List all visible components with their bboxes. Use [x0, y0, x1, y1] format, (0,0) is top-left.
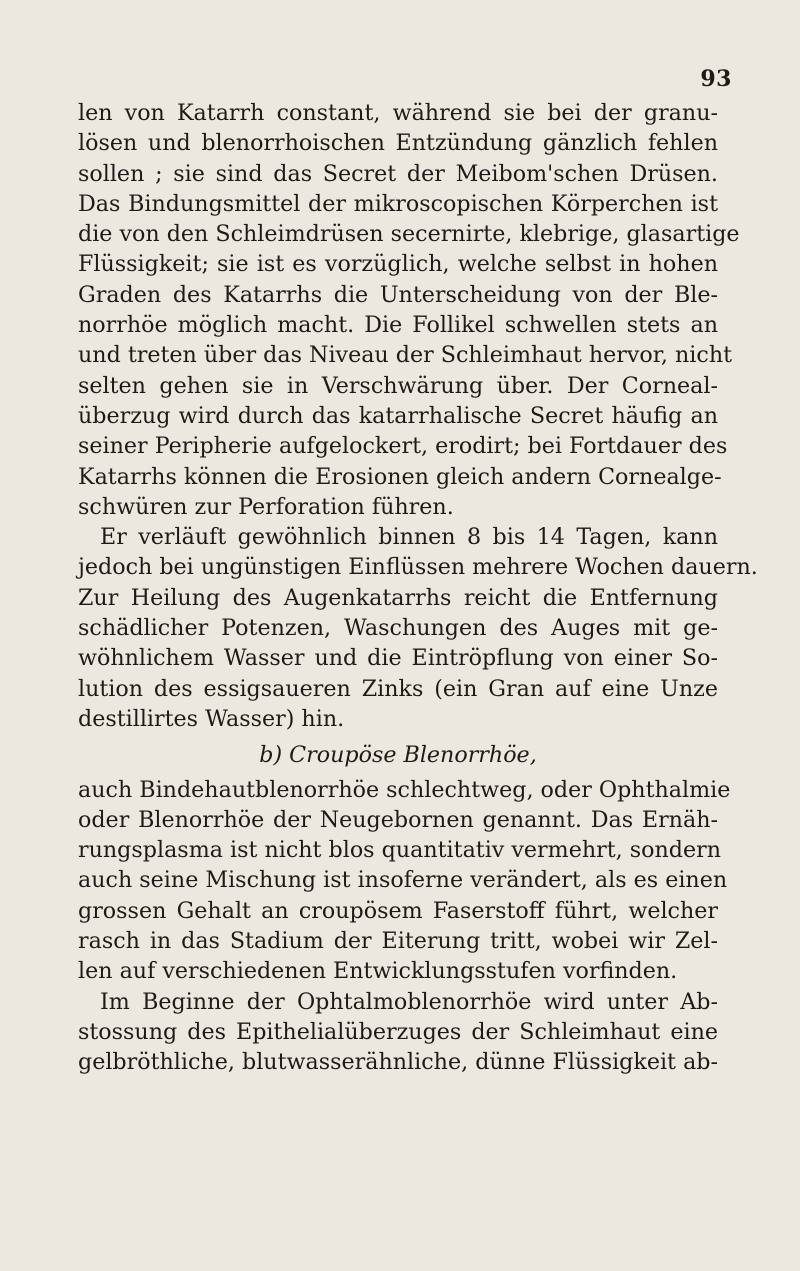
paragraph: [78, 775, 731, 987]
text-line: len von Katarrh constant, während sie bei der granu-: [78, 100, 718, 126]
text-line: norrhöe möglich macht. Die Follikel schwellen stets an: [78, 312, 718, 339]
text-line: lösen und blenorrhoischen Entzündung gänzlich fehlen: [78, 130, 718, 157]
text-line: Graden des Katarrhs die Unterscheidung von der Ble-: [78, 281, 718, 308]
body-text: [78, 98, 758, 1078]
text-line: Katarrhs können die Erosionen gleich andern Cornealge-: [78, 463, 722, 490]
text-line: oder Blenorrhöe der Neugebornen genannt. Das Ernäh-: [78, 806, 718, 833]
paragraph: [78, 522, 758, 734]
text-line: destillirtes Wasser) hin.: [78, 705, 345, 732]
text-line: grossen Gehalt an croupösem Faserstoff führt, welcher: [78, 897, 718, 924]
text-line: sollen ; sie sind das Secret der Meibom'schen Drüsen.: [78, 160, 718, 187]
text-line: seiner Peripherie aufgelockert, erodirt; bei Fortdauer des: [78, 433, 728, 460]
text-line: Im Beginne der Ophtalmoblenorrhöe wird unter Ab-: [100, 988, 718, 1015]
text-line: gelbröthliche, blutwasserähnliche, dünne Flüssigkeit ab-: [78, 1049, 718, 1076]
text-line: Zur Heilung des Augenkatarrhs reicht die Entfernung: [78, 584, 718, 611]
page-number: 93: [700, 66, 732, 92]
text-line: len auf verschiedenen Entwicklungsstufen vorfinden.: [78, 958, 678, 985]
text-line: rungsplasma ist nicht blos quantitativ vermehrt, sondern: [78, 837, 722, 864]
text-line: überzug wird durch das katarrhalische Secret häufig an: [78, 402, 718, 429]
text-line: die von den Schleimdrüsen secernirte, klebrige, glasartige: [78, 221, 740, 248]
text-line: selten gehen sie in Verschwärung über. Der Corneal-: [78, 372, 718, 399]
text-line: schädlicher Potenzen, Waschungen des Auges mit ge-: [78, 615, 718, 642]
paragraph: [78, 98, 740, 522]
text-line: auch seine Mischung ist insoferne verändert, als es einen: [78, 867, 728, 894]
text-line: wöhnlichem Wasser und die Eintröpflung von einer So-: [78, 645, 718, 672]
text-line: auch Bindehautblenorrhöe schlechtweg, oder Ophthalmie: [78, 776, 731, 803]
text-line: rasch in das Stadium der Eiterung tritt, wobei wir Zel-: [78, 928, 718, 955]
text-line: lution des essigsaueren Zinks (ein Gran auf eine Unze: [78, 675, 718, 702]
text-line: jedoch bei ungünstigen Einflüssen mehrere Wochen dauern.: [78, 554, 758, 581]
text-line: schwüren zur Perforation führen.: [78, 493, 454, 520]
section-heading: b) Croupöse Blenorrhöe,: [259, 742, 537, 769]
text-line: Er verläuft gewöhnlich binnen 8 bis 14 Tagen, kann: [100, 524, 718, 551]
paragraph: [78, 987, 718, 1078]
text-line: und treten über das Niveau der Schleimhaut hervor, nicht: [78, 342, 733, 369]
text-line: Das Bindungsmittel der mikroscopischen Körperchen ist: [78, 190, 718, 217]
text-line: stossung des Epithelialüberzuges der Schleimhaut eine: [78, 1018, 718, 1045]
text-line: Flüssigkeit; sie ist es vorzüglich, welche selbst in hohen: [78, 251, 718, 278]
